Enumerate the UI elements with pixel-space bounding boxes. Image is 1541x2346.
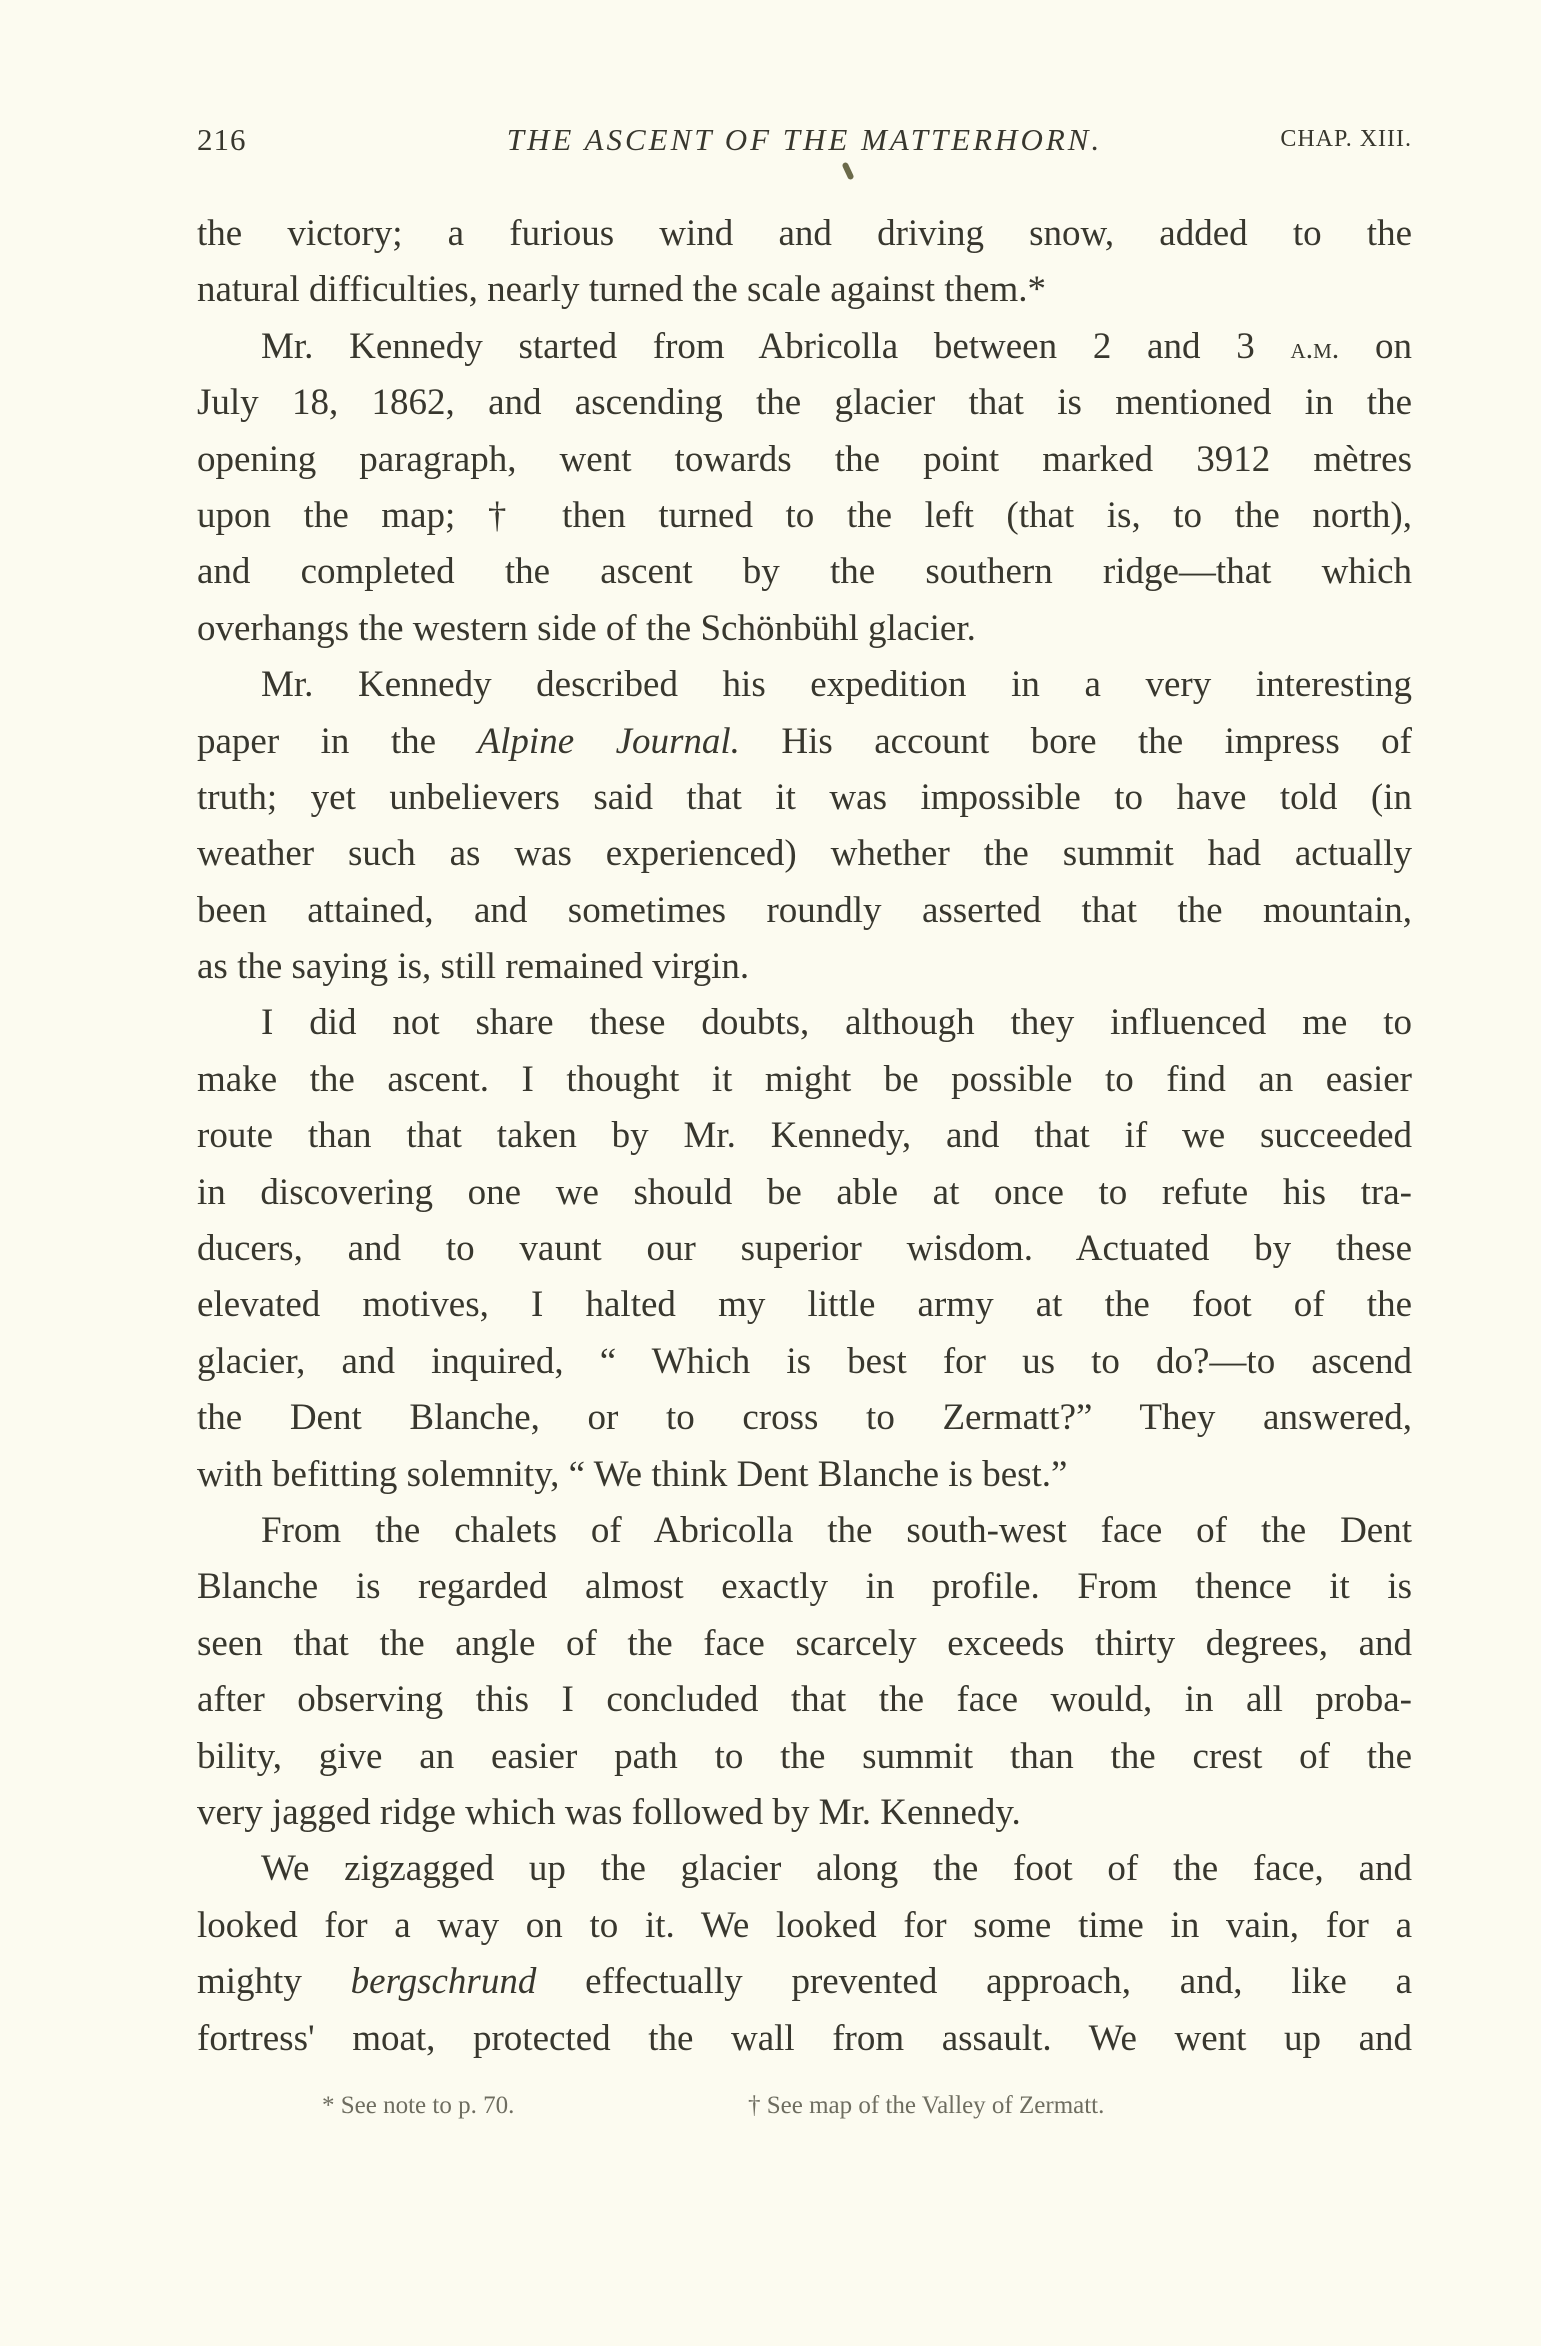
text-span: We zigzagged up the glacier along the foot of the face, and <box>261 1848 1412 1890</box>
running-title: THE ASCENT OF THE MATTERHORN. <box>506 122 1103 157</box>
footnote-2: † See map of the Valley of Zermatt. <box>748 2092 1105 2119</box>
text-span: truth; yet unbelievers said that it was impossible to have told (in <box>197 776 1412 818</box>
body-text <box>197 206 1412 2067</box>
text-span: glacier, and inquired, “ Which is best for us to do?—to ascend <box>197 1340 1412 1382</box>
text-line <box>197 488 1412 544</box>
text-span: Mr. Kennedy started from Abricolla between 2 and 3 <box>261 325 1291 367</box>
text-line <box>197 2011 1412 2067</box>
text-span: upon the map; † then turned to the left (that is, to the north), <box>197 494 1412 536</box>
text-line <box>197 1785 1412 1841</box>
text-span: very jagged ridge which was followed by Mr. Kennedy. <box>197 1791 1021 1833</box>
text-span: elevated motives, I halted my little army at the foot of the <box>197 1284 1412 1326</box>
text-span: make the ascent. I thought it might be possible to find an easier <box>197 1058 1412 1100</box>
text-span: on <box>1339 325 1413 367</box>
text-line <box>197 1052 1412 1108</box>
text-span: overhangs the western side of the Schönbühl glacier. <box>197 607 976 649</box>
text-line <box>197 826 1412 882</box>
text-line <box>197 714 1412 770</box>
text-span: effectually prevented approach, and, like a <box>536 1961 1412 2003</box>
text-span: and completed the ascent by the southern ridge—that which <box>197 551 1412 593</box>
text-line <box>197 657 1412 713</box>
italic-text: Alpine Journal. <box>477 720 740 762</box>
text-span: I did not share these doubts, although they influenced me to <box>261 1002 1412 1044</box>
text-span: with befitting solemnity, “ We think Dent Blanche is best.” <box>197 1453 1068 1495</box>
text-line <box>197 601 1412 657</box>
text-line <box>197 262 1412 318</box>
text-line <box>197 1390 1412 1446</box>
page-number: 216 <box>197 122 247 157</box>
text-line <box>197 206 1412 262</box>
text-span: Mr. Kennedy described his expedition in a very interesting <box>261 664 1412 706</box>
text-line <box>197 1334 1412 1390</box>
text-span: looked for a way on to it. We looked for some time in vain, for a <box>197 1904 1412 1946</box>
text-line <box>197 1954 1412 2010</box>
text-line <box>197 1616 1412 1672</box>
text-line <box>197 770 1412 826</box>
text-span: route than that taken by Mr. Kennedy, and that if we succeeded <box>197 1115 1412 1157</box>
text-line <box>197 883 1412 939</box>
text-span: July 18, 1862, and ascending the glacier that is mentioned in the <box>197 382 1412 424</box>
running-header <box>197 122 1412 166</box>
text-span: opening paragraph, went towards the point marked 3912 mètres <box>197 438 1412 480</box>
text-span: fortress' moat, protected the wall from assault. We went up and <box>197 2017 1412 2059</box>
text-span: been attained, and sometimes roundly asserted that the mountain, <box>197 889 1412 931</box>
text-span: as the saying is, still remained virgin. <box>197 946 750 988</box>
text-span: weather such as was experienced) whether the summit had actually <box>197 833 1412 875</box>
text-span: seen that the angle of the face scarcely exceeds thirty degrees, and <box>197 1622 1412 1664</box>
text-line <box>197 1277 1412 1333</box>
text-line <box>197 939 1412 995</box>
text-span: the victory; a furious wind and driving snow, added to the <box>197 213 1412 254</box>
footnote-1: * See note to p. 70. <box>322 2092 515 2119</box>
text-line <box>197 375 1412 431</box>
text-span: paper in the <box>197 720 478 762</box>
text-span: His account bore the impress of <box>739 720 1412 762</box>
text-span: in discovering one we should be able at once to refute his tra- <box>197 1171 1412 1213</box>
text-line <box>197 1559 1412 1615</box>
text-span: after observing this I concluded that the face would, in all proba- <box>197 1679 1412 1721</box>
text-line <box>197 1221 1412 1277</box>
text-line <box>197 1447 1412 1503</box>
text-span: ducers, and to vaunt our superior wisdom. Actuated by these <box>197 1228 1412 1270</box>
text-span: From the chalets of Abricolla the south-west face of the Dent <box>261 1509 1412 1551</box>
text-line <box>197 432 1412 488</box>
text-line <box>197 319 1412 375</box>
italic-text: bergschrund <box>350 1961 537 2003</box>
chapter-label: CHAP. XIII. <box>1280 126 1412 152</box>
text-span: bility, give an easier path to the summit than the crest of the <box>197 1735 1412 1777</box>
text-line <box>197 1729 1412 1785</box>
text-line <box>197 1898 1412 1954</box>
text-line <box>197 544 1412 600</box>
text-line <box>197 1672 1412 1728</box>
small-caps-text: a.m. <box>1290 331 1340 365</box>
text-line <box>197 1841 1412 1897</box>
text-span: the Dent Blanche, or to cross to Zermatt?” They answered, <box>197 1397 1412 1439</box>
text-span: Blanche is regarded almost exactly in profile. From thence it is <box>197 1566 1412 1608</box>
text-span: natural difficulties, nearly turned the scale against them.* <box>197 269 1046 311</box>
text-line <box>197 1503 1412 1559</box>
text-line <box>197 1108 1412 1164</box>
text-line <box>197 995 1412 1051</box>
text-span: mighty <box>197 1961 351 2003</box>
text-line <box>197 1165 1412 1221</box>
